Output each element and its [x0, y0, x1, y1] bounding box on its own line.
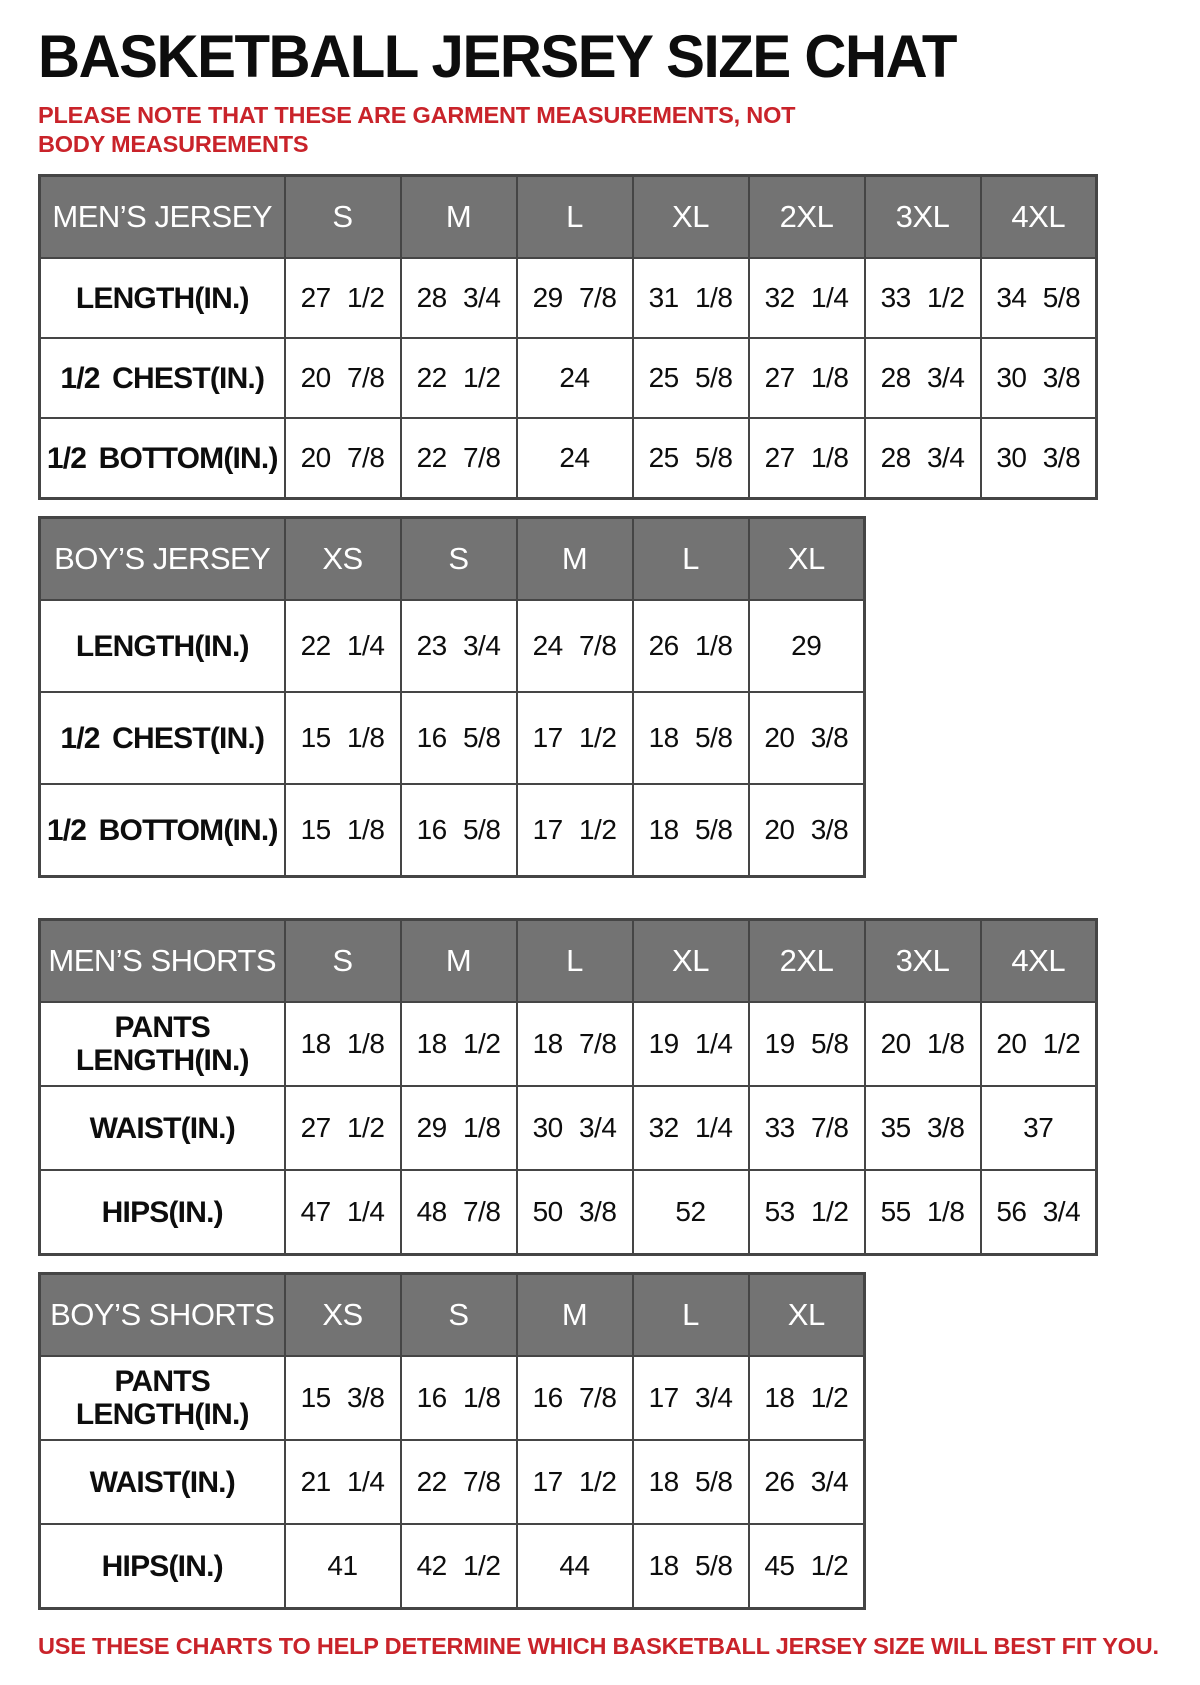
value-cell: 22 7/8	[401, 418, 517, 499]
row-label: HIPS(IN.)	[40, 1170, 285, 1255]
value-cell: 56 3/4	[981, 1170, 1097, 1255]
size-header-cell: S	[401, 518, 517, 601]
value-cell: 18 1/2	[749, 1356, 865, 1440]
size-header-cell: S	[285, 920, 401, 1003]
value-cell: 18 7/8	[517, 1002, 633, 1086]
table-row	[40, 258, 1097, 338]
table-header-row	[40, 1274, 865, 1357]
size-header-cell: S	[285, 176, 401, 259]
size-header-cell: 4XL	[981, 920, 1097, 1003]
value-cell: 22 7/8	[401, 1440, 517, 1524]
mens-jersey-table	[38, 174, 1098, 500]
table-row	[40, 600, 865, 692]
value-cell: 26 3/4	[749, 1440, 865, 1524]
value-cell: 17 1/2	[517, 692, 633, 784]
value-cell: 21 1/4	[285, 1440, 401, 1524]
table-row	[40, 1086, 1097, 1170]
value-cell: 41	[285, 1524, 401, 1609]
size-header-cell: L	[633, 1274, 749, 1357]
value-cell: 19 5/8	[749, 1002, 865, 1086]
value-cell: 55 1/8	[865, 1170, 981, 1255]
table-header-row	[40, 518, 865, 601]
note-top: PLEASE NOTE THAT THESE ARE GARMENT MEASUREMENTS, NOT BODY MEASUREMENTS	[38, 102, 796, 157]
table-header-row	[40, 176, 1097, 259]
table-title-cell: BOY’S SHORTS	[40, 1274, 285, 1357]
value-cell: 29	[749, 600, 865, 692]
value-cell: 15 1/8	[285, 692, 401, 784]
mens-shorts-table	[38, 918, 1098, 1256]
row-label: 1/2 BOTTOM(IN.)	[40, 418, 285, 499]
value-cell: 27 1/8	[749, 418, 865, 499]
value-cell: 15 3/8	[285, 1356, 401, 1440]
value-cell: 28 3/4	[865, 338, 981, 418]
size-header-cell: XL	[633, 176, 749, 259]
table-title-cell: MEN’S SHORTS	[40, 920, 285, 1003]
size-header-cell: XS	[285, 1274, 401, 1357]
value-cell: 18 5/8	[633, 1440, 749, 1524]
table-row	[40, 1170, 1097, 1255]
table-row	[40, 338, 1097, 418]
table-row	[40, 1356, 865, 1440]
value-cell: 18 5/8	[633, 1524, 749, 1609]
value-cell: 30 3/8	[981, 418, 1097, 499]
value-cell: 37	[981, 1086, 1097, 1170]
size-header-cell: 3XL	[865, 176, 981, 259]
row-label: LENGTH(IN.)	[40, 600, 285, 692]
value-cell: 29 7/8	[517, 258, 633, 338]
value-cell: 20 3/8	[749, 784, 865, 877]
value-cell: 42 1/2	[401, 1524, 517, 1609]
size-header-cell: XL	[633, 920, 749, 1003]
value-cell: 22 1/2	[401, 338, 517, 418]
value-cell: 18 5/8	[633, 784, 749, 877]
size-header-cell: M	[401, 920, 517, 1003]
value-cell: 24 7/8	[517, 600, 633, 692]
size-header-cell: S	[401, 1274, 517, 1357]
value-cell: 16 7/8	[517, 1356, 633, 1440]
value-cell: 23 3/4	[401, 600, 517, 692]
value-cell: 32 1/4	[633, 1086, 749, 1170]
value-cell: 48 7/8	[401, 1170, 517, 1255]
value-cell: 35 3/8	[865, 1086, 981, 1170]
row-label: PANTS LENGTH(IN.)	[40, 1356, 285, 1440]
table-title-cell: BOY’S JERSEY	[40, 518, 285, 601]
value-cell: 34 5/8	[981, 258, 1097, 338]
table-row	[40, 1002, 1097, 1086]
value-cell: 18 1/2	[401, 1002, 517, 1086]
boys-jersey-table	[38, 516, 866, 878]
value-cell: 17 1/2	[517, 784, 633, 877]
value-cell: 17 1/2	[517, 1440, 633, 1524]
table-row	[40, 1440, 865, 1524]
value-cell: 47 1/4	[285, 1170, 401, 1255]
value-cell: 30 3/4	[517, 1086, 633, 1170]
value-cell: 18 1/8	[285, 1002, 401, 1086]
value-cell: 16 1/8	[401, 1356, 517, 1440]
value-cell: 31 1/8	[633, 258, 749, 338]
value-cell: 44	[517, 1524, 633, 1609]
value-cell: 27 1/8	[749, 338, 865, 418]
value-cell: 50 3/8	[517, 1170, 633, 1255]
row-label: PANTS LENGTH(IN.)	[40, 1002, 285, 1086]
size-header-cell: M	[517, 518, 633, 601]
value-cell: 20 7/8	[285, 418, 401, 499]
size-header-cell: L	[517, 176, 633, 259]
value-cell: 20 7/8	[285, 338, 401, 418]
size-header-cell: XL	[749, 1274, 865, 1357]
size-header-cell: M	[517, 1274, 633, 1357]
size-header-cell: L	[517, 920, 633, 1003]
value-cell: 17 3/4	[633, 1356, 749, 1440]
value-cell: 52	[633, 1170, 749, 1255]
row-label: WAIST(IN.)	[40, 1086, 285, 1170]
row-label: LENGTH(IN.)	[40, 258, 285, 338]
value-cell: 20 1/2	[981, 1002, 1097, 1086]
size-header-cell: 3XL	[865, 920, 981, 1003]
value-cell: 32 1/4	[749, 258, 865, 338]
row-label: 1/2 BOTTOM(IN.)	[40, 784, 285, 877]
value-cell: 53 1/2	[749, 1170, 865, 1255]
row-label: 1/2 CHEST(IN.)	[40, 692, 285, 784]
value-cell: 15 1/8	[285, 784, 401, 877]
value-cell: 18 5/8	[633, 692, 749, 784]
value-cell: 22 1/4	[285, 600, 401, 692]
table-title-cell: MEN’S JERSEY	[40, 176, 285, 259]
row-label: HIPS(IN.)	[40, 1524, 285, 1609]
size-header-cell: XS	[285, 518, 401, 601]
value-cell: 25 5/8	[633, 418, 749, 499]
value-cell: 24	[517, 338, 633, 418]
value-cell: 16 5/8	[401, 784, 517, 877]
size-header-cell: M	[401, 176, 517, 259]
row-label: 1/2 CHEST(IN.)	[40, 338, 285, 418]
boys-shorts-table	[38, 1272, 866, 1610]
value-cell: 33 1/2	[865, 258, 981, 338]
table-row	[40, 692, 865, 784]
value-cell: 16 5/8	[401, 692, 517, 784]
note-bottom: USE THESE CHARTS TO HELP DETERMINE WHICH BASKETBALL JERSEY SIZE WILL BEST FIT YOU.	[38, 1633, 1159, 1660]
table-row	[40, 784, 865, 877]
value-cell: 20 1/8	[865, 1002, 981, 1086]
value-cell: 25 5/8	[633, 338, 749, 418]
row-label: WAIST(IN.)	[40, 1440, 285, 1524]
value-cell: 28 3/4	[401, 258, 517, 338]
value-cell: 33 7/8	[749, 1086, 865, 1170]
value-cell: 19 1/4	[633, 1002, 749, 1086]
value-cell: 24	[517, 418, 633, 499]
size-header-cell: 4XL	[981, 176, 1097, 259]
table-row	[40, 1524, 865, 1609]
size-header-cell: XL	[749, 518, 865, 601]
value-cell: 27 1/2	[285, 1086, 401, 1170]
size-header-cell: L	[633, 518, 749, 601]
value-cell: 28 3/4	[865, 418, 981, 499]
page-title: BASKETBALL JERSEY SIZE CHAT	[38, 23, 956, 90]
value-cell: 29 1/8	[401, 1086, 517, 1170]
value-cell: 45 1/2	[749, 1524, 865, 1609]
table-header-row	[40, 920, 1097, 1003]
value-cell: 27 1/2	[285, 258, 401, 338]
value-cell: 30 3/8	[981, 338, 1097, 418]
table-row	[40, 418, 1097, 499]
value-cell: 26 1/8	[633, 600, 749, 692]
size-header-cell: 2XL	[749, 920, 865, 1003]
value-cell: 20 3/8	[749, 692, 865, 784]
size-header-cell: 2XL	[749, 176, 865, 259]
